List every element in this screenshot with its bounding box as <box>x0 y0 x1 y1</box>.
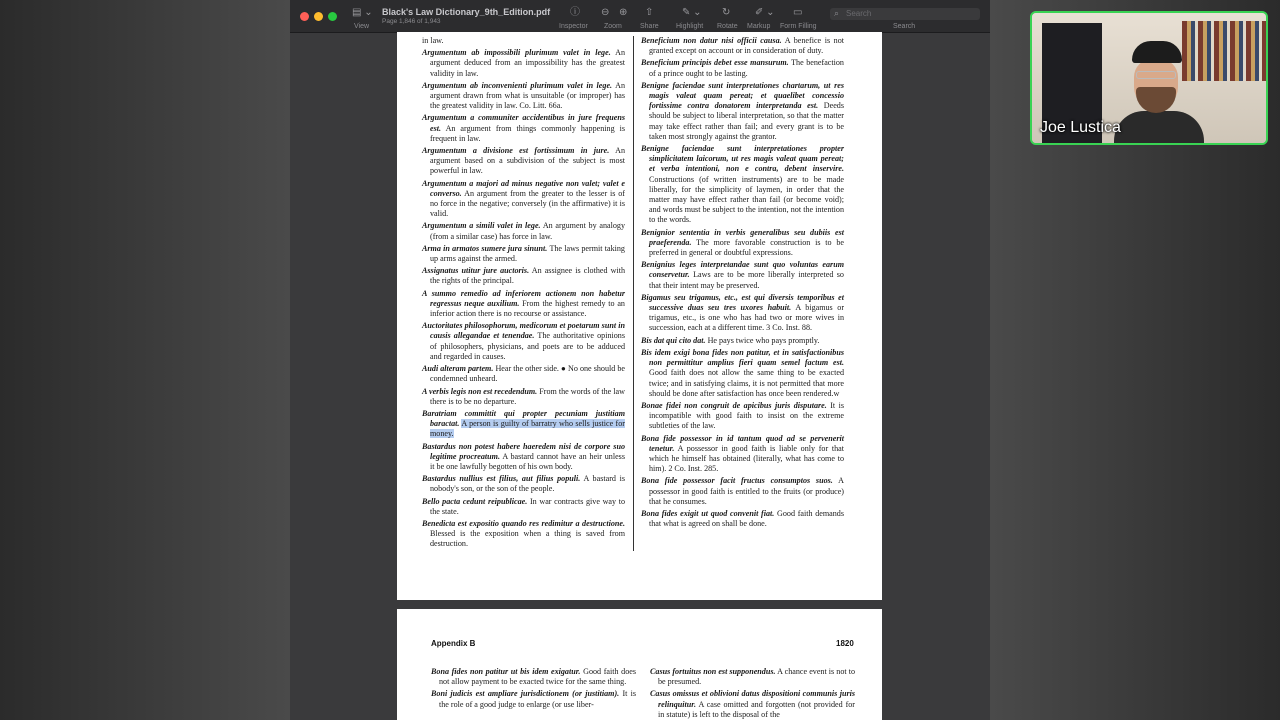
entry-definition: Good faith demands that what is agreed on shall be done. <box>649 508 844 529</box>
zoom-in-icon[interactable]: ⊕ <box>619 7 628 18</box>
rotate-icon[interactable]: ↻ <box>722 7 731 18</box>
pdf-page-1847[interactable] <box>397 609 882 720</box>
presenter-name: Joe Lustica <box>1040 119 1121 136</box>
entry-term: Bastardus non potest habere haeredem nisi de corpore suo legitime procreatum. <box>422 441 625 461</box>
dictionary-entry <box>422 409 625 440</box>
cap <box>1132 41 1182 63</box>
entry-definition: A possessor in good faith is entitled to the fruits (or produce) that he consumes. <box>649 476 844 506</box>
entry-term: Benigne faciendae sunt interpretationes propter simplicitatem laicorum, ut res magis valeat quam pereat; et verba intentioni, non e contra, debent inservire. <box>641 144 844 174</box>
entry-term: A verbis legis non est recedendum. <box>422 386 538 396</box>
zoom-window-button[interactable] <box>328 12 337 21</box>
entry-definition: Hear the other side. ● No one should be condemned unheard. <box>430 364 625 384</box>
zoom-out-icon[interactable]: ⊖ <box>601 7 610 18</box>
entry-definition: It is incompatible with good faith to insist on the extreme subtleties of the law. <box>649 400 845 431</box>
glasses <box>1136 71 1176 79</box>
entry-term: Argumentum ab impossibili plurimum valet in lege. <box>422 48 611 58</box>
dictionary-entry <box>422 81 625 112</box>
dictionary-entry <box>422 364 625 384</box>
dictionary-entry <box>641 293 844 334</box>
entry-term: Bello pacta cedunt reipublicae. <box>422 496 528 506</box>
highlight-label: Highlight <box>676 23 704 30</box>
entry-definition: An argument based on a subdivision of the subject is most powerful in law. <box>430 146 625 176</box>
entry-definition: It is the role of a good judge to enlarge (or use liber- <box>439 689 637 709</box>
inspector-label: Inspector <box>559 23 588 30</box>
entry-term: Bis dat qui cito dat. <box>641 335 706 345</box>
entry-term: Argumentum a divisione est fortissimum in jure. <box>422 146 610 156</box>
dictionary-entry <box>422 289 625 320</box>
dictionary-entry <box>422 519 625 550</box>
entry-definition: Laws are to be more liberally interpreted so that their intent may be preserved. <box>649 270 844 290</box>
dictionary-entry <box>422 474 625 494</box>
entry-definition: A case omitted and forgotten (not provided for in statute) is left to the disposal of the <box>658 699 856 719</box>
entry-definition: An assignee is clothed with the rights of the principal. <box>430 266 625 286</box>
left-column <box>431 667 636 712</box>
search-label: Search <box>893 23 916 30</box>
dictionary-entry <box>641 228 844 259</box>
entry-term: Argumentum a communiter accidentibus in jure frequens est. <box>422 113 625 133</box>
entry-term: Bonae fidei non congruit de apicibus juris disputare. <box>641 400 827 410</box>
entry-definition: The authoritative opinions of philosophers, physicians, and poets are to be adduced and regarded in causes. <box>430 331 625 361</box>
entry-term: Beneficium non datur nisi officii causa. <box>641 36 782 45</box>
entry-term: Casus fortuitus non est supponendus. <box>650 667 776 676</box>
minimize-window-button[interactable] <box>314 12 323 21</box>
entry-definition: An argument deduced from an impossibility has the greatest validity in law. <box>430 48 625 78</box>
left-column <box>422 36 625 552</box>
dictionary-entry <box>641 36 844 56</box>
entry-term: Bigamus seu trigamus, etc., est qui diversis temporibus et successive duas seu tres uxores habuit. <box>641 292 844 313</box>
dictionary-entry <box>641 144 844 226</box>
entry-definition: A bastard cannot have an heir unless it be one lawfully begotten of his own body. <box>430 451 625 471</box>
dictionary-entry <box>641 476 844 507</box>
dictionary-entry <box>641 260 844 291</box>
entry-term: Auctoritates philosophorum, medicorum et poetarum sunt in causis allegandae et tenendae. <box>422 321 625 341</box>
entry-definition: A possessor in good faith is liable only for that which he himself has obtained (literally, what has come to him). 2 Co. Inst. 285. <box>649 443 844 474</box>
dictionary-entry <box>422 113 625 144</box>
entry-definition: Good faith does not allow the same thing to be exacted twice; and in satisfying claims, it is not permitted that more should be done after satisfaction has once been rendered.w <box>649 368 844 398</box>
close-window-button[interactable] <box>300 12 309 21</box>
dictionary-entry <box>422 244 625 264</box>
entry-term: Benignius leges interpretandae sunt quo voluntas earum conservetur. <box>641 260 844 280</box>
webcam-overlay <box>1030 11 1268 145</box>
share-label: Share <box>640 23 659 30</box>
entry-term: Argumentum ab inconvenienti plurimum valet in lege. <box>422 80 613 90</box>
dictionary-entry <box>422 48 625 79</box>
entry-term: Bis idem exigi bona fides non patitur, et in satisfactionibus non permittitur amplius fieri quam semel factum est. <box>641 347 844 368</box>
dictionary-entry <box>422 146 625 177</box>
entry-definition: A benefice is not granted except on account or in consideration of duty. <box>649 36 845 56</box>
beard <box>1136 87 1176 113</box>
entry-definition: The benefaction of a prince ought to be lasting. <box>649 58 844 78</box>
entry-definition: in law. <box>422 36 444 45</box>
column-divider <box>633 36 634 551</box>
entry-definition: From the highest remedy to an inferior action there is no recourse or assistance. <box>430 298 625 319</box>
entry-definition: A chance event is not to be presumed. <box>658 667 856 687</box>
entry-term: Argumentum a simili valet in lege. <box>422 221 541 231</box>
markup-label: Markup <box>747 23 771 30</box>
entry-term: Bona fide possessor facit fructus consumptos suos. <box>641 476 833 486</box>
dictionary-entry <box>422 179 625 220</box>
entry-term: Argumentum a majori ad minus negative non valet; valet e converso. <box>422 178 625 198</box>
dictionary-entry <box>422 497 625 517</box>
entry-term: Bastardus nullius est filius, aut filius populi. <box>422 474 581 484</box>
form-filling-label: Form Filling <box>780 23 817 30</box>
entry-term: Benignior sententia in verbis generalibus seu dubiis est praeferenda. <box>641 227 844 247</box>
entry-term: Assignatus utitur jure auctoris. <box>422 266 530 276</box>
dictionary-entry <box>431 667 636 687</box>
entry-term: A summo remedio ad inferiorem actionem non habetur regressus neque auxilium. <box>422 288 625 308</box>
entry-definition: A bigamus or trigamus, etc., is one who has had two or more wives in succession, each at a different time. 3 Co. Inst. 88. <box>649 303 845 333</box>
entry-definition: The more favorable construction is to be preferred in general or doubtful expressions. <box>649 237 844 258</box>
entry-definition: An argument drawn from what is unsuitable (or improper) has the greatest validity in law. Co. Litt. 66a. <box>430 80 625 111</box>
entry-term: Beneficium principis debet esse mansurum. <box>641 58 789 68</box>
dictionary-entry <box>422 321 625 362</box>
dictionary-entry <box>431 689 636 709</box>
dictionary-entry <box>422 387 625 407</box>
entry-definition: From the words of the law there is to be no departure. <box>430 386 625 406</box>
highlighted-definition[interactable]: A person is guilty of barratry who sells justice for money. <box>430 419 625 439</box>
page-number: 1820 <box>836 639 854 648</box>
dictionary-entry <box>641 81 844 142</box>
rotate-label: Rotate <box>717 23 738 30</box>
dictionary-entry <box>422 266 625 286</box>
entry-definition: An argument from things commonly happening is frequent in law. <box>430 123 625 143</box>
entry-definition: He pays twice who pays promptly. <box>707 335 820 345</box>
entry-term: Bona fides exigit ut quod convenit fiat. <box>641 508 775 518</box>
entry-term: Benigne faciendae sunt interpretationes chartarum, ut res magis valeat quam pereat; et quaelibet concessio fortissime contra donatorem interpretanda est. <box>641 80 844 111</box>
entry-term: Casus omissus et oblivioni datus dispositioni communis juris relinquitur. <box>650 689 855 709</box>
search-placeholder: Search <box>846 9 872 18</box>
entry-term: Arma in armatos sumere jura sinunt. <box>422 243 548 253</box>
entry-term: Benedicta est expositio quando res redimitur a destructione. <box>422 518 625 528</box>
page-indicator: Page 1,846 of 1,943 <box>382 18 441 25</box>
markup-icon[interactable]: ✐ ⌄ <box>755 7 775 18</box>
dictionary-entry <box>641 434 844 475</box>
form-filling-icon[interactable]: ▭ <box>793 7 803 18</box>
dictionary-entry <box>650 689 855 720</box>
entry-term: Bona fides non patitur ut bis idem exigatur. <box>431 667 581 676</box>
entry-definition: Blessed is the exposition when a thing is saved from destruction. <box>430 529 625 549</box>
preview-window <box>290 0 990 720</box>
right-column <box>650 667 855 720</box>
right-column <box>641 36 844 531</box>
highlight-icon[interactable]: ✎ ⌄ <box>682 7 702 18</box>
blurred-background-left <box>0 0 290 720</box>
dictionary-entry <box>422 36 625 46</box>
entry-definition: Good faith does not allow payment to be exacted twice for the same thing. <box>439 667 636 687</box>
dictionary-entry <box>641 336 844 346</box>
info-icon[interactable]: ⓘ <box>570 7 580 18</box>
dictionary-entry <box>422 221 625 241</box>
entry-definition: In war contracts give way to the state. <box>430 496 625 516</box>
entry-definition: Deeds should be subject to liberal interpretation, so that the matter may take effect rather than fail; and every grant is to be taken most strongly against the grantor. <box>649 101 844 141</box>
document-title: Black's Law Dictionary_9th_Edition.pdf <box>382 7 551 17</box>
search-field[interactable] <box>830 8 980 20</box>
dictionary-entry <box>422 442 625 473</box>
sidebar-toggle-icon[interactable]: ▤ ⌄ <box>352 7 373 18</box>
entry-definition: The laws permit taking up arms against the armed. <box>430 243 625 264</box>
zoom-label: Zoom <box>604 23 622 30</box>
dictionary-entry <box>641 509 844 529</box>
title-bar <box>290 0 990 33</box>
dictionary-entry <box>641 348 844 399</box>
entry-definition: An argument by analogy (from a similar case) has force in law. <box>430 221 625 241</box>
shirt <box>1114 111 1204 145</box>
entry-definition: Constructions (of written instruments) are to be made liberally, for the simplicity of laymen, in order that the matter may have effect rather than fail (or become void); and words must be subject to the intention, not the intention to the words. <box>649 174 844 225</box>
dictionary-entry <box>650 667 855 687</box>
entry-term: Bona fide possessor in id tantum quod ad se pervenerit tenetur. <box>641 433 844 453</box>
dictionary-entry <box>641 58 844 78</box>
view-label: View <box>354 23 370 30</box>
dictionary-entry <box>641 401 844 432</box>
entry-term: Boni judicis est ampliare jurisdictionem (or justitiam). <box>431 689 620 699</box>
pdf-page-1846[interactable] <box>397 32 882 600</box>
presenter <box>1120 41 1200 145</box>
entry-definition: A bastard is nobody's son, or the son of the people. <box>430 474 625 494</box>
entry-term: Baratriam committit qui propter pecuniam justitiam baractat. <box>422 408 625 429</box>
entry-term: Audi alteram partem. <box>422 364 494 374</box>
search-icon: ⌕ <box>834 8 840 18</box>
entry-definition: An argument from the greater to the lesser is of no force in the negative; conversely (in the affirmative) it is valid. <box>430 188 626 219</box>
page-header-section: Appendix B <box>431 639 476 648</box>
share-icon[interactable]: ⇧ <box>645 7 654 18</box>
